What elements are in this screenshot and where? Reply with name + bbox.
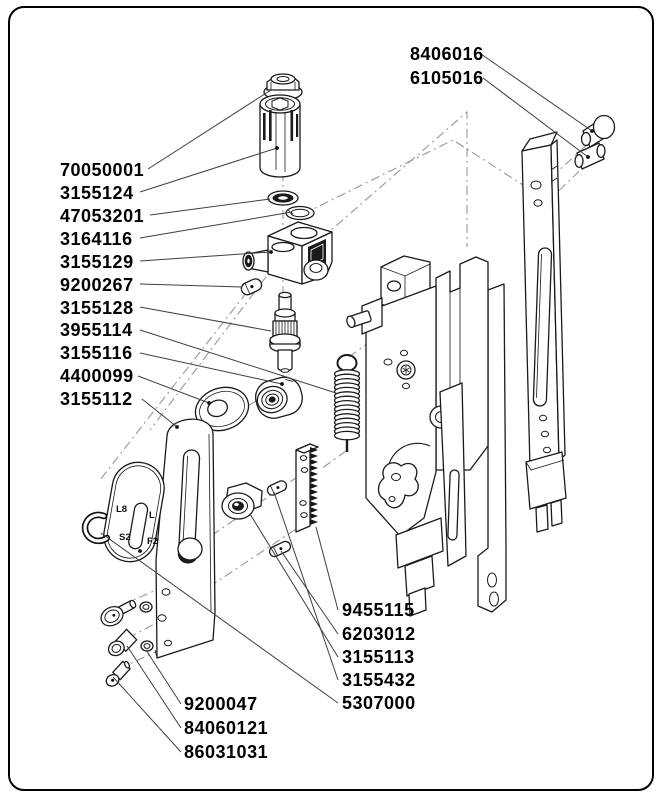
part-number-3155128: 3155128 bbox=[60, 298, 134, 318]
part-flanged-nut bbox=[222, 483, 262, 519]
part-slotted-plate bbox=[155, 419, 215, 658]
part-lock-body bbox=[345, 256, 506, 616]
part-number-3164116: 3164116 bbox=[60, 229, 133, 249]
part-pin-large bbox=[582, 116, 615, 148]
part-number-70050001: 70050001 bbox=[60, 160, 145, 180]
part-number-6203012: 6203012 bbox=[342, 624, 416, 644]
plate-marking-tl: L8 bbox=[116, 504, 128, 515]
part-guide-rail bbox=[522, 132, 566, 532]
part-knurled-cylinder bbox=[260, 95, 300, 177]
plate-marking-bl: S2 bbox=[119, 532, 131, 543]
part-toothed-rack bbox=[296, 444, 318, 532]
part-number-84060121: 84060121 bbox=[184, 718, 269, 738]
plate-marking-br: F2 bbox=[147, 536, 159, 547]
part-spring bbox=[335, 355, 360, 452]
part-number-9200047: 9200047 bbox=[184, 694, 258, 714]
part-number-4400099: 4400099 bbox=[60, 366, 134, 386]
part-socket-head-screw bbox=[104, 627, 139, 658]
part-number-86031031: 86031031 bbox=[184, 742, 269, 762]
part-washer-small-lower bbox=[141, 641, 153, 651]
part-small-screw bbox=[101, 659, 134, 688]
part-dowel-pin bbox=[239, 277, 263, 297]
part-e-clip bbox=[85, 515, 107, 541]
part-number-8406016: 8406016 bbox=[410, 44, 484, 64]
part-number-3155116: 3155116 bbox=[60, 343, 133, 363]
part-roll-pin-upper bbox=[266, 479, 288, 497]
part-number-5307000: 5307000 bbox=[342, 693, 416, 713]
part-number-3155113: 3155113 bbox=[342, 647, 415, 667]
part-number-47053201: 47053201 bbox=[60, 206, 145, 226]
part-number-3155129: 3155129 bbox=[60, 252, 134, 272]
plate-marking-tr: L bbox=[149, 510, 155, 521]
part-number-3155112: 3155112 bbox=[60, 389, 133, 409]
part-number-3155432: 3155432 bbox=[342, 670, 416, 690]
part-number-3155124: 3155124 bbox=[60, 183, 134, 203]
part-number-3955114: 3955114 bbox=[60, 320, 133, 340]
part-washer bbox=[268, 191, 298, 205]
part-retaining-ring bbox=[286, 207, 314, 220]
part-number-9200267: 9200267 bbox=[60, 275, 134, 295]
part-pin-small bbox=[575, 143, 605, 169]
part-spindle bbox=[270, 292, 300, 372]
part-washer-small-upper bbox=[140, 602, 152, 612]
part-number-6105016: 6105016 bbox=[410, 68, 484, 88]
part-number-9455115: 9455115 bbox=[342, 600, 415, 620]
part-flat-head-screw bbox=[98, 596, 140, 630]
